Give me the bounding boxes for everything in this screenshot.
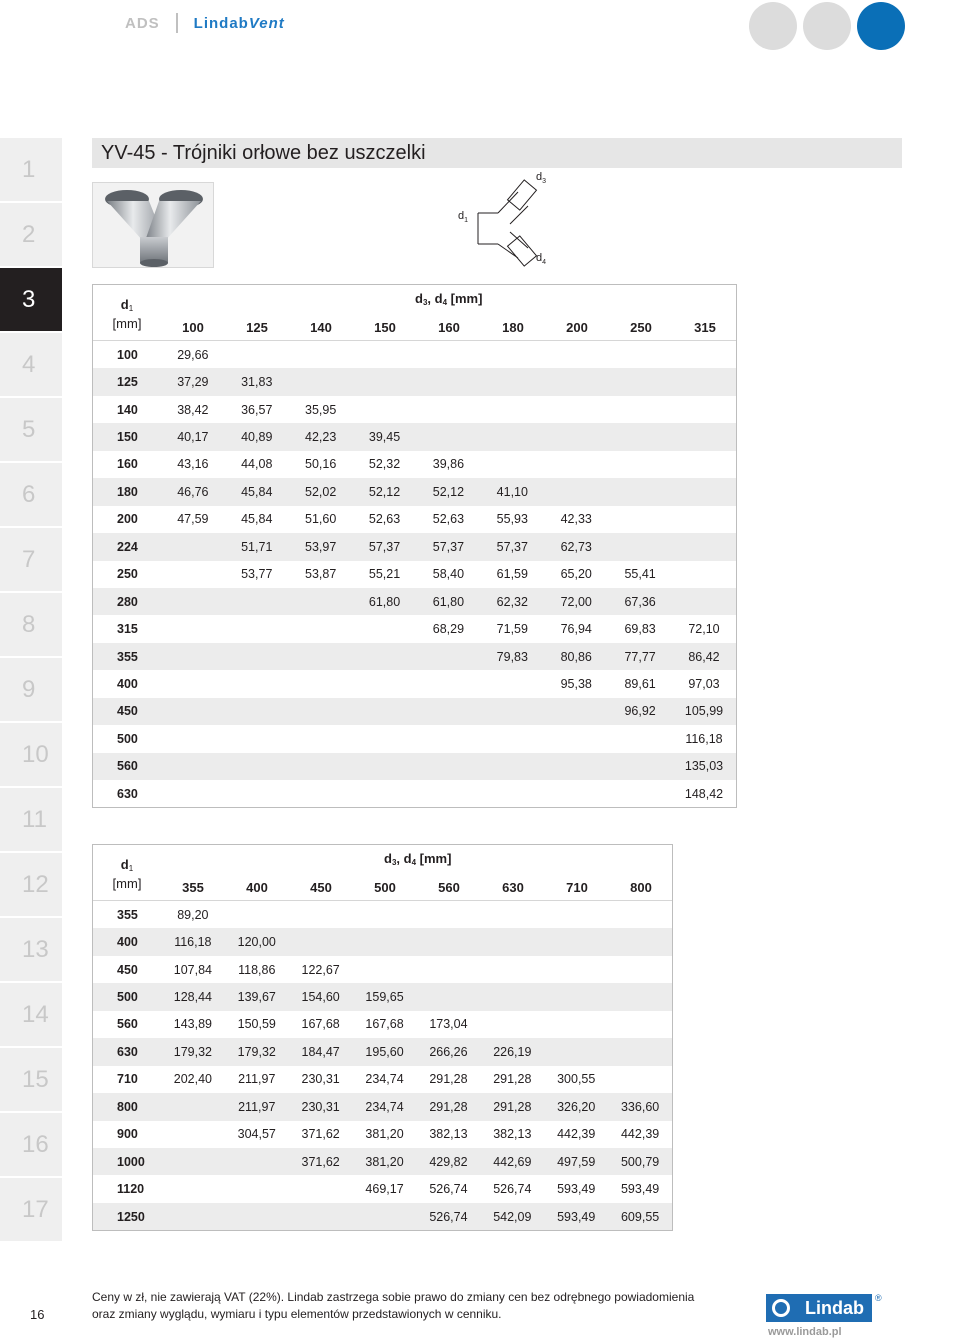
price-cell: 291,28: [493, 1099, 532, 1114]
lindab-logo-text: Lindab: [805, 1297, 864, 1318]
size-column-header: 100: [182, 320, 204, 335]
section-tab-2[interactable]: 2: [0, 203, 62, 266]
section-tab-13[interactable]: 13: [0, 918, 62, 981]
size-column-header: 125: [246, 320, 268, 335]
price-cell: 336,60: [620, 1099, 660, 1114]
price-cell: 53,77: [241, 567, 273, 582]
price-cell: 77,77: [624, 649, 656, 664]
footer-note: [92, 1289, 732, 1323]
row-d1-value: 224: [117, 539, 138, 554]
d1-column-header: $d_1$ [mm]: [112, 297, 142, 331]
brand-ads: ADS: [125, 14, 160, 32]
diagram-label-d4: $d_4$: [536, 252, 547, 267]
footer-note-line-2: oraz zmiany wyglądu, wymiaru i typu elementów przedstawionych w cenniku.: [92, 1307, 502, 1321]
table-2-body: [93, 901, 672, 1230]
row-d1-value: 180: [117, 484, 138, 499]
table-row: [93, 928, 672, 955]
price-cell: 62,32: [496, 594, 528, 609]
price-cell: 154,60: [301, 990, 340, 1005]
product-photo: [92, 182, 214, 268]
row-d1-value: 355: [117, 907, 138, 922]
website-link[interactable]: www.lindab.pl: [768, 1326, 842, 1338]
price-cell: 118,86: [238, 962, 276, 977]
section-tab-16[interactable]: 16: [0, 1113, 62, 1176]
section-tab-15[interactable]: 15: [0, 1048, 62, 1111]
size-column-header: 250: [630, 320, 652, 335]
price-table-2: [92, 844, 673, 1231]
price-cell: 52,12: [432, 484, 465, 499]
lindab-logo: [766, 1294, 872, 1322]
table-row: [93, 1203, 672, 1230]
size-column-header: 355: [182, 880, 204, 895]
size-column-header: 400: [246, 880, 268, 895]
price-cell: 72,00: [560, 594, 592, 609]
row-d1-value: 710: [117, 1072, 138, 1087]
price-cell: 526,74: [429, 1209, 468, 1224]
section-tab-8[interactable]: 8: [0, 593, 62, 656]
price-cell: 71,59: [496, 622, 528, 637]
table-row: [93, 561, 736, 588]
section-tab-4[interactable]: 4: [0, 333, 62, 396]
price-cell: 97,03: [688, 676, 720, 691]
size-column-header: 450: [310, 880, 332, 895]
price-cell: 167,68: [365, 1017, 404, 1032]
row-d1-value: 500: [117, 990, 138, 1005]
price-cell: 116,18: [685, 731, 723, 746]
price-cell: 230,31: [301, 1099, 340, 1114]
price-cell: 42,33: [560, 512, 592, 527]
price-cell: 105,99: [684, 704, 724, 719]
price-cell: 62,73: [560, 539, 592, 554]
price-cell: 184,47: [301, 1044, 340, 1059]
table-1-body: [93, 341, 736, 807]
price-cell: 291,28: [429, 1099, 468, 1114]
price-cell: 429,82: [429, 1154, 468, 1169]
price-cell: 38,42: [177, 402, 209, 417]
header-circle-3: [857, 2, 905, 50]
price-cell: 469,17: [365, 1182, 404, 1197]
size-column-header: 180: [502, 320, 524, 335]
price-cell: 234,74: [365, 1072, 404, 1087]
price-cell: 179,32: [237, 1044, 276, 1059]
price-cell: 442,39: [620, 1127, 660, 1142]
row-d1-value: 500: [117, 731, 138, 746]
price-cell: 37,29: [177, 375, 209, 390]
price-cell: 53,97: [305, 539, 337, 554]
price-cell: 497,59: [557, 1154, 596, 1169]
price-cell: 51,60: [305, 512, 337, 527]
price-cell: 148,42: [684, 786, 724, 801]
price-cell: 52,32: [368, 457, 401, 472]
row-d1-value: 250: [117, 567, 138, 582]
price-cell: 52,63: [368, 512, 401, 527]
table-row: [93, 983, 672, 1010]
d1-column-header: $d_1$ [mm]: [112, 857, 142, 891]
size-column-header: 710: [566, 880, 588, 895]
price-cell: 179,32: [173, 1044, 212, 1059]
price-cell: 202,40: [173, 1072, 212, 1087]
price-cell: 47,59: [177, 512, 209, 527]
row-d1-value: 400: [117, 676, 138, 691]
price-cell: 52,63: [432, 512, 465, 527]
price-cell: 36,57: [241, 402, 273, 417]
price-cell: 45,84: [241, 512, 273, 527]
size-column-header: 630: [502, 880, 524, 895]
price-cell: 44,08: [241, 457, 273, 472]
size-column-header: 200: [566, 320, 588, 335]
section-tab-3[interactable]: 3: [0, 268, 62, 331]
price-cell: 442,39: [557, 1127, 596, 1142]
header-circle-1: [749, 2, 797, 50]
price-cell: 122,67: [301, 962, 340, 977]
price-cell: 304,57: [237, 1127, 276, 1142]
row-d1-value: 1120: [117, 1182, 145, 1197]
section-tab-10[interactable]: 10: [0, 723, 62, 786]
section-tab-14[interactable]: 14: [0, 983, 62, 1046]
row-d1-value: 630: [117, 1044, 138, 1059]
price-cell: 35,95: [305, 402, 337, 417]
price-cell: 51,71: [241, 539, 273, 554]
price-cell: 381,20: [365, 1154, 404, 1169]
price-cell: 526,74: [493, 1182, 532, 1197]
price-cell: 542,09: [493, 1209, 532, 1224]
price-cell: 234,74: [365, 1099, 404, 1114]
price-cell: 45,84: [241, 484, 273, 499]
price-cell: 53,87: [305, 567, 337, 582]
price-cell: 39,86: [432, 457, 465, 472]
price-cell: 61,80: [432, 594, 465, 609]
price-cell: 382,13: [429, 1127, 468, 1142]
price-cell: 173,04: [429, 1017, 468, 1032]
section-tab-6[interactable]: 6: [0, 463, 62, 526]
price-cell: 291,28: [493, 1072, 532, 1087]
row-d1-value: 450: [117, 704, 138, 719]
section-index: [0, 138, 62, 1243]
price-cell: 79,83: [496, 649, 528, 664]
registered-mark: ®: [875, 1293, 882, 1303]
table-row: [93, 1011, 672, 1038]
row-d1-value: 450: [117, 962, 138, 977]
table-row: [93, 533, 736, 560]
price-cell: 526,74: [429, 1182, 468, 1197]
price-cell: 291,28: [429, 1072, 468, 1087]
table-row: [93, 368, 736, 395]
price-cell: 65,20: [560, 567, 592, 582]
price-cell: 76,94: [560, 622, 592, 637]
row-d1-value: 100: [117, 347, 138, 362]
price-cell: 89,61: [624, 676, 656, 691]
row-d1-value: 560: [117, 759, 138, 774]
price-cell: 61,59: [496, 567, 528, 582]
table-2-size-columns: [161, 880, 673, 895]
price-cell: 96,92: [624, 704, 656, 719]
table-row: [93, 725, 736, 752]
row-d1-value: 400: [117, 935, 138, 950]
price-cell: 382,13: [493, 1127, 532, 1142]
price-table-1: [92, 284, 737, 808]
price-cell: 500,79: [620, 1154, 660, 1169]
table-row: [93, 478, 736, 505]
table-row: [93, 1093, 672, 1120]
row-d1-value: 355: [117, 649, 138, 664]
table-row: [93, 1038, 672, 1065]
price-cell: 68,29: [432, 622, 465, 637]
price-cell: 55,93: [496, 512, 528, 527]
price-cell: 116,18: [174, 935, 212, 950]
price-cell: 58,40: [432, 567, 465, 582]
diagram-label-d3: $d_3$: [536, 171, 547, 186]
row-d1-value: 900: [117, 1127, 138, 1142]
price-cell: 211,97: [238, 1099, 276, 1114]
price-cell: 107,84: [173, 962, 212, 977]
table-row: [93, 506, 736, 533]
price-cell: 226,19: [493, 1044, 532, 1059]
diagram-label-d1: $d_1$: [458, 210, 469, 225]
price-cell: 159,65: [365, 990, 404, 1005]
price-cell: 143,89: [173, 1017, 212, 1032]
header-brand: [125, 12, 285, 34]
price-cell: 609,55: [620, 1209, 660, 1224]
page-number: 16: [30, 1307, 45, 1322]
price-cell: 29,66: [177, 347, 209, 362]
price-cell: 167,68: [301, 1017, 340, 1032]
table-row: [93, 1175, 672, 1202]
dimension-diagram: [452, 168, 572, 268]
d3-d4-header: $d_3$, $d_4$ [mm]: [384, 851, 452, 867]
price-cell: 89,20: [177, 907, 209, 922]
price-cell: 40,17: [177, 430, 209, 445]
table-row: [93, 670, 736, 697]
table-row: [93, 615, 736, 642]
row-d1-value: 150: [117, 430, 138, 445]
price-cell: 43,16: [177, 457, 209, 472]
brand-lindabvent: LindabVent: [193, 14, 285, 32]
section-tab-9[interactable]: 9: [0, 658, 62, 721]
price-cell: 150,59: [237, 1017, 276, 1032]
row-d1-value: 560: [117, 1017, 138, 1032]
table-1-size-columns: [161, 320, 737, 335]
price-cell: 300,55: [557, 1072, 596, 1087]
footer-note-line-1: Ceny w zł, nie zawierają VAT (22%). Lindab zastrzega sobie prawo do zmiany cen bez odrębnego powiadomienia: [92, 1290, 695, 1304]
table-row: [93, 1121, 672, 1148]
table-row: [93, 1148, 672, 1175]
size-column-header: 150: [374, 320, 396, 335]
row-d1-value: 280: [117, 594, 138, 609]
row-d1-value: 200: [117, 512, 138, 527]
price-cell: 593,49: [620, 1182, 660, 1197]
row-d1-value: 800: [117, 1099, 138, 1114]
price-cell: 442,69: [493, 1154, 532, 1169]
size-column-header: 140: [310, 320, 332, 335]
price-cell: 139,67: [237, 990, 276, 1005]
price-cell: 72,10: [688, 622, 720, 637]
price-cell: 80,86: [560, 649, 592, 664]
table-row: [93, 423, 736, 450]
table-2-header: [93, 845, 672, 901]
price-cell: 42,23: [305, 430, 337, 445]
table-row: [93, 588, 736, 615]
price-cell: 593,49: [557, 1182, 596, 1197]
row-d1-value: 140: [117, 402, 138, 417]
price-cell: 266,26: [429, 1044, 468, 1059]
table-row: [93, 698, 736, 725]
table-row: [93, 643, 736, 670]
table-row: [93, 451, 736, 478]
price-cell: 381,20: [365, 1127, 404, 1142]
price-cell: 41,10: [496, 484, 528, 499]
price-cell: 371,62: [301, 1127, 340, 1142]
price-cell: 67,36: [624, 594, 656, 609]
price-cell: 31,83: [241, 375, 273, 390]
table-1-header: [93, 285, 736, 341]
price-cell: 61,80: [368, 594, 401, 609]
section-tab-7[interactable]: 7: [0, 528, 62, 591]
d3-d4-header: $d_3$, $d_4$ [mm]: [415, 291, 483, 307]
price-cell: 52,12: [368, 484, 401, 499]
price-cell: 230,31: [301, 1072, 340, 1087]
table-row: [93, 1066, 672, 1093]
price-cell: 55,21: [368, 567, 401, 582]
brand-divider: [176, 13, 178, 33]
table-row: [93, 341, 736, 368]
table-row: [93, 753, 736, 780]
price-cell: 211,97: [238, 1072, 276, 1087]
price-cell: 120,00: [237, 935, 276, 950]
row-d1-value: 160: [117, 457, 138, 472]
price-cell: 135,03: [684, 759, 724, 774]
size-column-header: 800: [630, 880, 652, 895]
size-column-header: 500: [374, 880, 396, 895]
table-row: [93, 780, 736, 807]
price-cell: 46,76: [177, 484, 209, 499]
price-cell: 57,37: [432, 539, 465, 554]
price-cell: 86,42: [688, 649, 720, 664]
row-d1-value: 125: [117, 375, 138, 390]
section-tab-5[interactable]: 5: [0, 398, 62, 461]
price-cell: 326,20: [557, 1099, 596, 1114]
header-circle-2: [803, 2, 851, 50]
price-cell: 52,02: [305, 484, 337, 499]
price-cell: 57,37: [496, 539, 528, 554]
row-d1-value: 1250: [117, 1209, 145, 1224]
section-tab-1[interactable]: 1: [0, 138, 62, 201]
table-row: [93, 901, 672, 928]
price-cell: 95,38: [560, 676, 592, 691]
size-column-header: 315: [694, 320, 716, 335]
section-tab-12[interactable]: 12: [0, 853, 62, 916]
price-cell: 128,44: [173, 990, 212, 1005]
price-cell: 195,60: [365, 1044, 404, 1059]
price-cell: 40,89: [241, 430, 273, 445]
row-d1-value: 630: [117, 786, 138, 801]
price-cell: 57,37: [368, 539, 401, 554]
price-cell: 371,62: [301, 1154, 340, 1169]
size-column-header: 160: [438, 320, 460, 335]
row-d1-value: 1000: [117, 1154, 145, 1169]
section-tab-11[interactable]: 11: [0, 788, 62, 851]
row-d1-value: 315: [117, 622, 138, 637]
price-cell: 69,83: [624, 622, 656, 637]
price-cell: 55,41: [624, 567, 656, 582]
table-row: [93, 396, 736, 423]
price-cell: 50,16: [305, 457, 337, 472]
size-column-header: 560: [438, 880, 460, 895]
price-cell: 39,45: [368, 430, 401, 445]
price-cell: 593,49: [557, 1209, 596, 1224]
lindab-logo-mark-icon: [772, 1299, 790, 1317]
page-title: YV-45 - Trójniki orłowe bez uszczelki: [92, 138, 902, 168]
section-tab-17[interactable]: 17: [0, 1178, 62, 1241]
table-row: [93, 956, 672, 983]
